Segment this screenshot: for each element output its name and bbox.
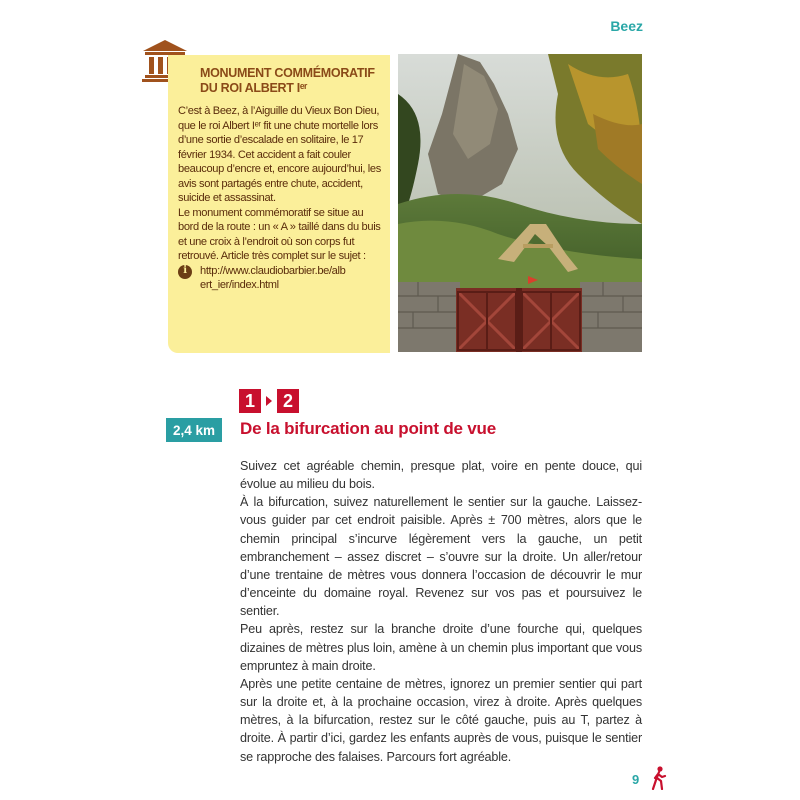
monument-photo	[398, 54, 642, 352]
step-to-badge: 2	[277, 389, 299, 413]
page-number: 9	[632, 772, 640, 787]
box-paragraph-1: C’est à Beez, à l’Aiguille du Vieux Bon Dieu, que le roi Albert Iᵉʳ fit une chute mortelle lors d’une sortie d’escalade en solitaire, le 17 février 1934. Cet accident a fait couler beaucoup d’encre et, encore aujourd’hui, les avis sont partagés entre chute, accident, suicide et assassinat.	[178, 105, 381, 204]
step-badges	[239, 389, 299, 413]
box-paragraph-2: Le monument commémoratif se situe au bord de la route : un « A » taillé dans du buis et une croix à l’endroit où son corps fut retrouvé. Article très complet sur le sujet :	[178, 206, 381, 262]
section-title: De la bifurcation au point de vue	[240, 419, 496, 438]
box-body	[178, 104, 383, 293]
hiker-icon	[651, 766, 667, 790]
running-head: Beez	[610, 18, 643, 34]
distance-tag: 2,4 km	[166, 418, 222, 442]
box-title	[200, 66, 380, 96]
paragraph-1: Suivez cet agréable chemin, presque plat, voire en pente douce, qui évolue au milieu du bois.	[240, 459, 642, 492]
box-title-line2: DU ROI ALBERT Iᵉʳ	[200, 81, 308, 95]
main-text	[240, 457, 642, 766]
box-title-line1: MONUMENT COMMÉMORATIF	[200, 66, 375, 80]
link-row	[178, 264, 383, 293]
step-arrow-icon	[266, 396, 272, 406]
paragraph-4: Après une petite centaine de mètres, ignorez un premier sentier qui part sur la droite et, à la prochaine occasion, virez à droite. Après quelques mètres, à la bifurcation, restez sur le côté gauche, puis au T, partez à droite. À partir d’ici, gardez les enfants auprès de vous, puisque le sentier se rapproche des falaises. Parcours fort agréable.	[240, 676, 642, 764]
paragraph-2: À la bifurcation, suivez naturellement le sentier sur la gauche. Laissez-vous guider par cet endroit paisible. Après ± 700 mètres, alors que le chemin principal s’incurve légèrement vers la gauche, un petit embranchement – assez discret – s’ouvre sur la droite. Un aller/retour d’une trentaine de mètres vous donnera l’occasion de découvrir le mur d’enceinte du domaine royal. Revenez sur vos pas et poursuivez le sentier.	[240, 495, 642, 619]
article-link[interactable]: http://www.claudiobarbier.be/albert_ier/index.html	[200, 264, 346, 291]
paragraph-3: Peu après, restez sur la branche droite d’une fourche qui, quelques dizaines de mètres plus loin, amène à un chemin plus important que vous empruntez à main droite.	[240, 622, 642, 673]
step-from-badge: 1	[239, 389, 261, 413]
info-icon: i	[178, 265, 192, 279]
